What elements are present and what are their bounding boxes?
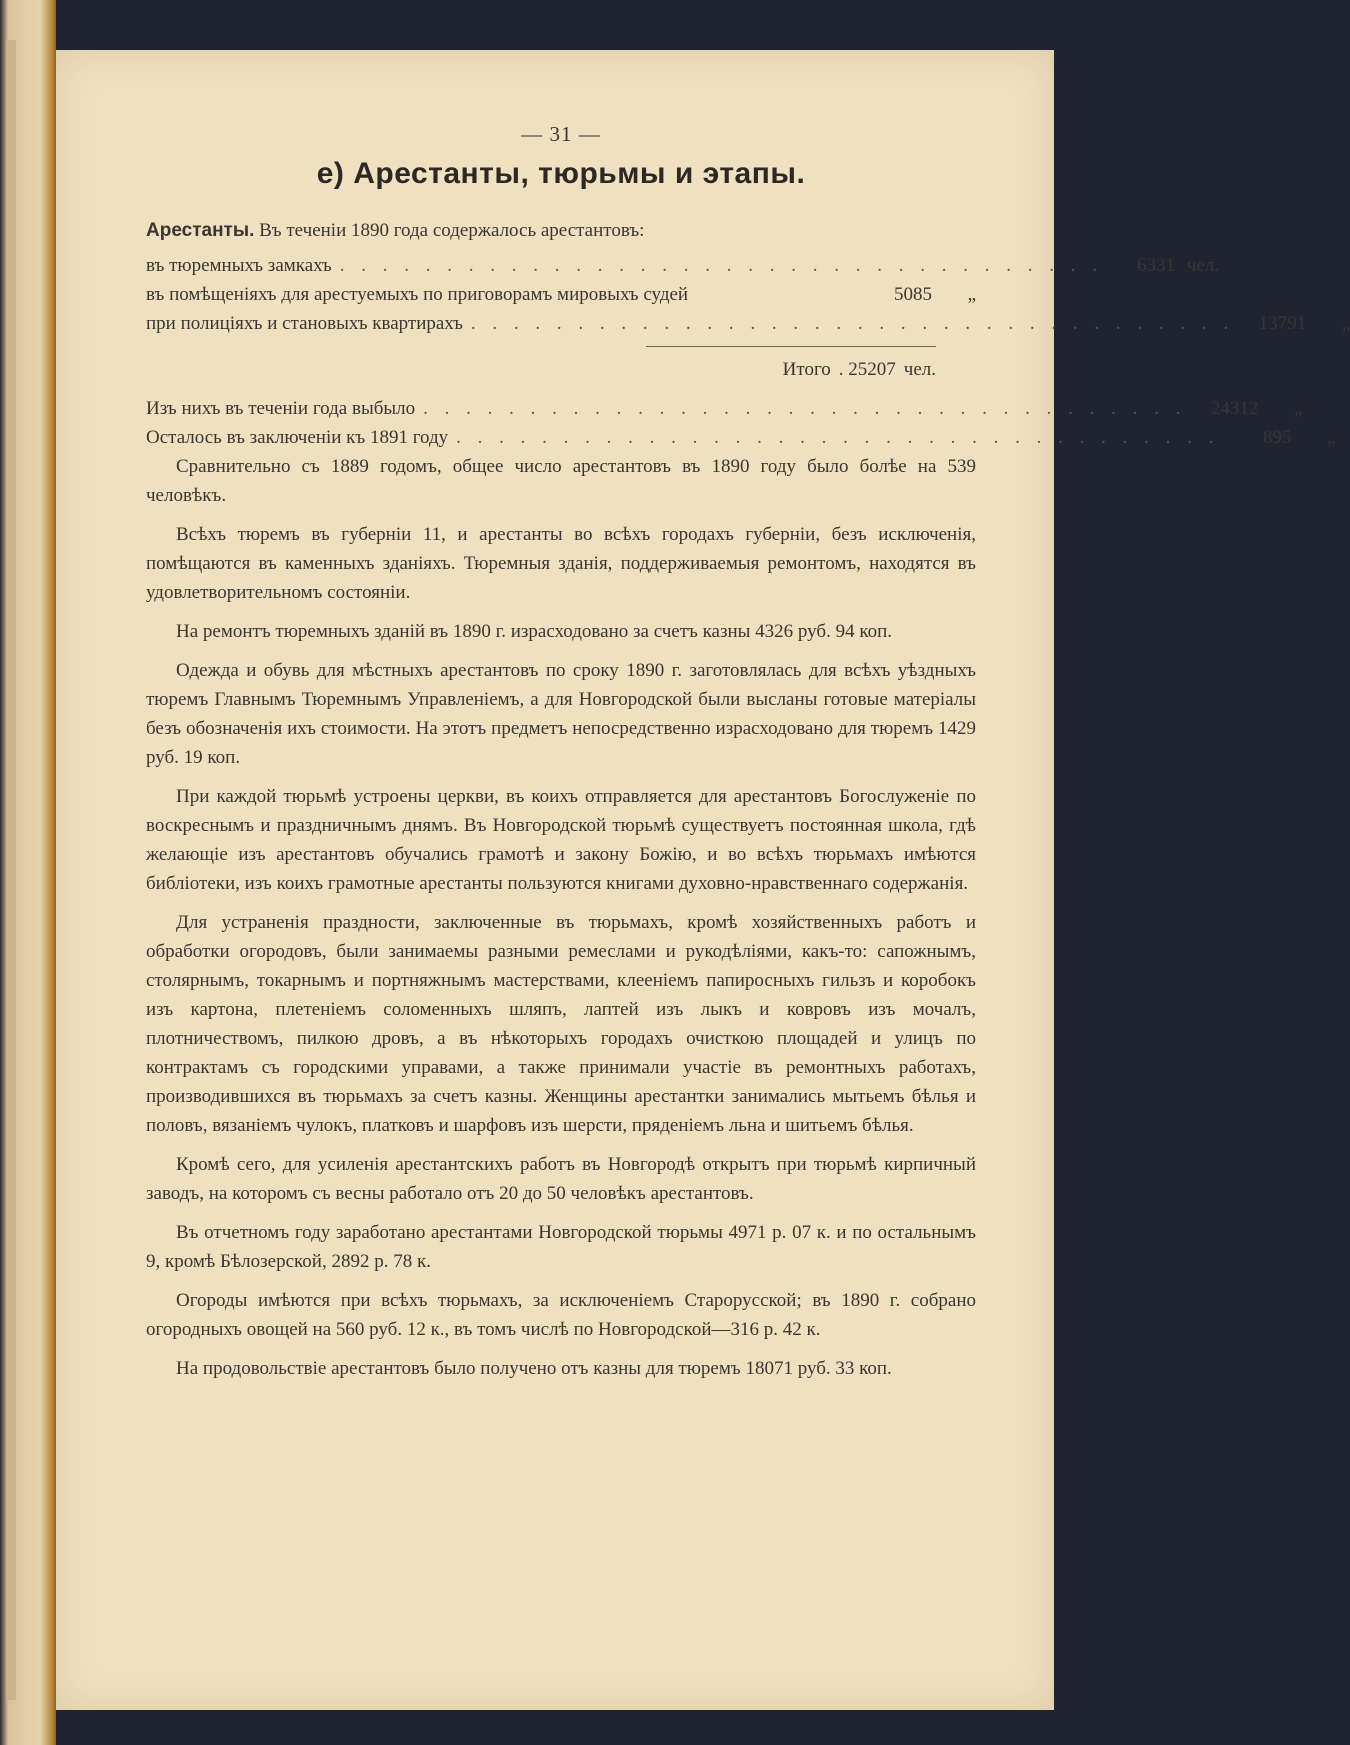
- page-number: — 31 —: [521, 122, 601, 146]
- count-row: [146, 394, 1303, 423]
- count-row: [146, 309, 1350, 338]
- leader-dots: . . . . . . . . . . . . . . . . . . . . . . . . . . . . . . . . . . . .: [339, 255, 1104, 276]
- paragraph: На ремонтъ тюремныхъ зданій въ 1890 г. израсходовано за счетъ казны 4326 руб. 94 коп.: [176, 621, 893, 642]
- page-content: [146, 120, 1350, 1393]
- count-value: 24312: [1210, 398, 1259, 419]
- count-value: 895: [1262, 427, 1292, 448]
- intro-heading: Арестанты.: [146, 220, 255, 241]
- count-value: 6331: [1137, 255, 1176, 276]
- count-unit: „: [1326, 427, 1336, 448]
- leader-dots: . . . . . . . . . . . . . . . . . . . . . . . . . . . . . . . . . . . .: [423, 398, 1187, 419]
- paragraph: Всѣхъ тюремъ въ губерніи 11, и арестанты во всѣхъ городахъ губерніи, безъ исключенія, помѣщаются въ каменныхъ зданіяхъ. Тюремныя зданія, поддерживаемыя ремонтомъ, находятся въ удовлетворительномъ состояніи.: [146, 524, 976, 603]
- paragraph: Одежда и обувь для мѣстныхъ арестантовъ по сроку 1890 г. заготовлялась для всѣхъ уѣздныхъ тюремъ Главнымъ Тюремнымъ Управленіемъ, а для Новгородской были высланы готовые матеріалы безъ обозначенія ихъ стоимости. На этотъ предметъ непосредственно израсходовано для тюремъ 1429 руб. 19 коп.: [146, 660, 976, 768]
- sum-rule: [646, 346, 936, 347]
- paragraph: Для устраненія праздности, заключенные въ тюрьмахъ, кромѣ хозяйственныхъ работъ и обработки огородовъ, были занимаемы разными ремеслами и рукодѣліями, какъ-то: сапожнымъ, столярнымъ, токарнымъ и портняжнымъ мастерствами, клееніемъ папиросныхъ гильзъ и коробокъ изъ картона, плетеніемъ соломенныхъ шляпъ, лаптей изъ лыкъ и ковровъ изъ мочалъ, плотничествомъ, пилкою дровъ, а въ нѣкоторыхъ городахъ очисткою площадей и улицъ по контрактамъ съ городскими управами, а также принимали участіе въ ремонтныхъ работахъ, производившихся въ тюрьмахъ за счетъ казны. Женщины арестантки занимались мытьемъ бѣлья и половъ, вязаніемъ чулокъ, платковъ и шарфовъ изъ шерсти, пряденіемъ льна и шитьемъ бѣлья.: [146, 912, 976, 1136]
- paragraph: Въ отчетномъ году заработано арестантами Новгородской тюрьмы 4971 р. 07 к. и по остальнымъ 9, кромѣ Бѣлозерской, 2892 р. 78 к.: [146, 1222, 976, 1272]
- paragraph: При каждой тюрьмѣ устроены церкви, въ коихъ отправляется для арестантовъ Богослуженіе по воскреснымъ и праздничнымъ днямъ. Въ Новгородской тюрьмѣ существуетъ постоянная школа, гдѣ желающіе изъ арестантовъ обучались грамотѣ и закону Божію, и во всѣхъ тюрьмахъ имѣются библіотеки, изъ коихъ грамотные арестанты пользуются книгами духовно-нравственнаго содержанія.: [146, 786, 976, 894]
- section-title: е) Арестанты, тюрьмы и этапы.: [316, 157, 806, 190]
- count-value: 5085: [894, 284, 932, 305]
- count-label: Осталось въ заключеніи къ 1891 году: [146, 427, 449, 448]
- total-label: Итого: [782, 359, 831, 380]
- intro-line: [146, 216, 976, 245]
- count-value: 13791: [1258, 313, 1307, 334]
- document-page: [56, 50, 1350, 1710]
- count-unit: „: [1293, 398, 1303, 419]
- paragraph: На продовольствіе арестантовъ было получено отъ казны для тюремъ 18071 руб. 33 коп.: [176, 1358, 892, 1379]
- count-unit: чел.: [1186, 255, 1220, 276]
- total-row: [146, 355, 976, 384]
- total-value: . 25207: [838, 359, 896, 380]
- count-label: при полиціяхъ и становыхъ квартирахъ: [146, 313, 463, 334]
- count-unit: „: [967, 284, 976, 305]
- leader-dots: . . . . . . . . . . . . . . . . . . . . . . . . . . . . . . . . . . . .: [456, 427, 1220, 448]
- binding-strip: [6, 40, 16, 1700]
- count-label: Изъ нихъ въ теченіи года выбыло: [146, 398, 416, 419]
- count-label: въ помѣщеніяхъ для арестуемыхъ по приговорамъ мировыхъ судей: [146, 284, 689, 305]
- paragraph: Кромѣ сего, для усиленія арестантскихъ работъ въ Новгородѣ открытъ при тюрьмѣ кирпичный заводъ, на которомъ съ весны работало отъ 20 до 50 человѣкъ арестантовъ.: [146, 1154, 976, 1204]
- count-row: [146, 423, 1336, 452]
- count-row: [146, 280, 976, 309]
- paragraph: Огороды имѣются при всѣхъ тюрьмахъ, за исключеніемъ Старорусской; въ 1890 г. собрано огородныхъ овощей на 560 руб. 12 к., въ томъ числѣ по Новгородской—316 р. 42 к.: [146, 1290, 976, 1340]
- count-unit: „: [1341, 313, 1350, 334]
- count-row: [146, 251, 1220, 280]
- count-label: въ тюремныхъ замкахъ: [146, 255, 332, 276]
- leader-dots: . . . . . . . . . . . . . . . . . . . . . . . . . . . . . . . . . . . .: [470, 313, 1235, 334]
- intro-text: Въ теченіи 1890 года содержалось арестантовъ:: [259, 220, 645, 241]
- paragraph: Сравнительно съ 1889 годомъ, общее число арестантовъ въ 1890 году было болѣе на 539 человѣкъ.: [146, 456, 976, 506]
- total-unit: чел.: [903, 359, 936, 380]
